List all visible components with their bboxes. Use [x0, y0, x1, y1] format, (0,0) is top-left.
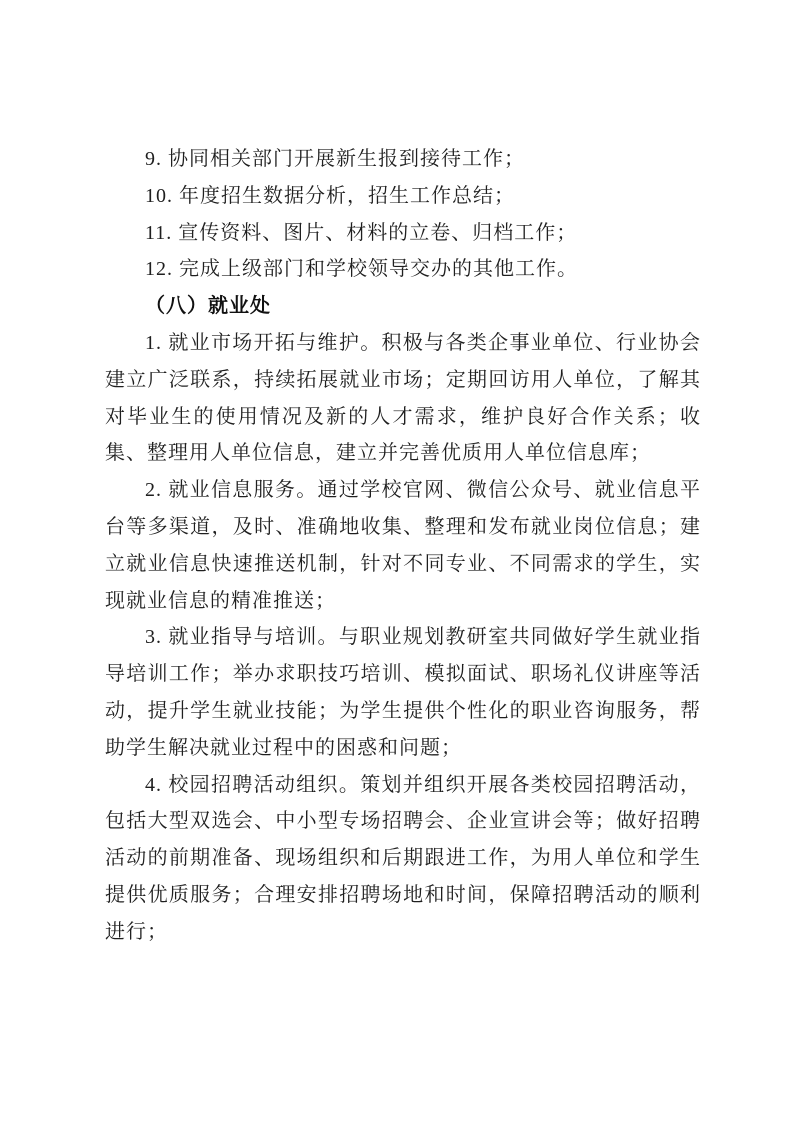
list-item-12: 12. 完成上级部门和学校领导交办的其他工作。 — [145, 258, 578, 281]
paragraph-3-guidance-training: 3. 就业指导与培训。与职业规划教研室共同做好学生就业指导培训工作；举办求职技巧培训、模拟面试、职场礼仪讲座等活动，提升学生就业技能；为学生提供个性化的职业咨询服务，帮助学生解决就业过程中的困惑和问题； — [105, 626, 701, 759]
list-item-10: 10. 年度招生数据分析，招生工作总结； — [145, 184, 515, 207]
paragraph-1-job-market: 1. 就业市场开拓与维护。积极与各类企事业单位、行业协会建立广泛联系，持续拓展就业市场；定期回访用人单位，了解其对毕业生的使用情况及新的人才需求，维护良好合作关系；收集、整理用人单位信息，建立并完善优质用人单位信息库； — [105, 331, 701, 465]
list-item-9: 9. 协同相关部门开展新生报到接待工作； — [145, 148, 525, 170]
document-body — [105, 141, 701, 951]
paragraph-2-employment-info-service: 2. 就业信息服务。通过学校官网、微信公众号、就业信息平台等多渠道，及时、准确地收集、整理和发布就业岗位信息；建立就业信息快速推送机制，针对不同专业、不同需求的学生，实现就业信息的精准推送； — [105, 479, 701, 612]
section-heading-employment-office: （八）就业处 — [145, 295, 271, 318]
list-item-11: 11. 宣传资料、图片、材料的立卷、归档工作； — [145, 221, 578, 244]
paragraph-4-campus-recruitment: 4. 校园招聘活动组织。策划并组织开展各类校园招聘活动，包括大型双选会、中小型专场招聘会、企业宣讲会等；做好招聘活动的前期准备、现场组织和后期跟进工作，为用人单位和学生提供优质服务；合理安排招聘场地和时间，保障招聘活动的顺利进行； — [105, 773, 701, 943]
